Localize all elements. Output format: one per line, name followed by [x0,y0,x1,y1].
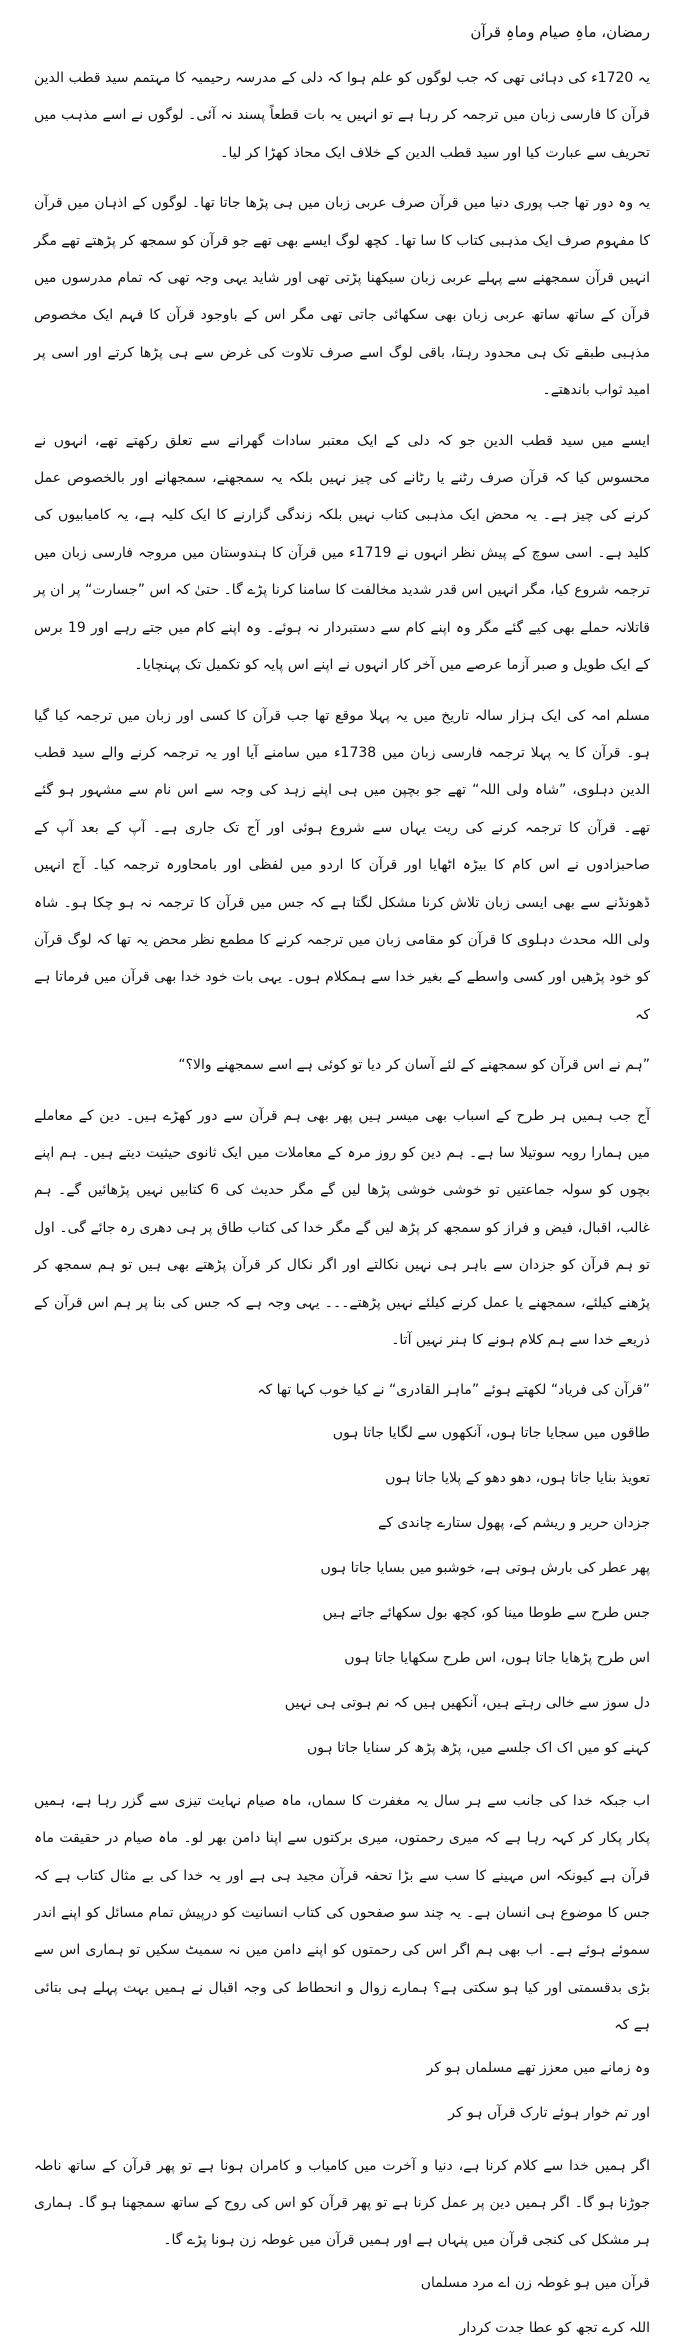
poem-line: کہنے کو میں اک اک جلسے میں، پڑھ پڑھ کر سنایا جاتا ہوں [306,1739,650,1756]
poem-closing [34,2273,650,2338]
poem-line: وہ زمانے میں معزز تھے مسلماں ہو کر [426,2059,650,2076]
paragraph: آج جب ہمیں ہر طرح کے اسباب بھی میسر ہیں پھر بھی ہم قرآن سے دور کھڑے ہیں۔ دین کے معاملے میں ہمارا رویہ سوتیلا سا ہے۔ ہم دین کو روز مرہ کے معاملات میں ایک ثانوی حیثیت دیتے ہیں۔ ہم اپنے بچوں کو سولہ جماعتیں تو خوشی خوشی پڑھا لیں گے مگر حدیث کی 6 کتابیں نہیں پڑھائیں گے۔ ہم غالب، اقبال، فیض و فراز کو سمجھ کر پڑھ لیں گے مگر خدا کی کتاب طاق پر ہی دھری رہ جائے گی۔ اول تو ہم قرآن کو جزدان سے باہر ہی نہیں نکالتے اور اگر نکال کر قرآن پڑھتے بھی ہیں تو ہم سمجھ کر پڑھنے کیلئے، سمجھنے یا عمل کرنے کیلئے نہیں پڑھتے۔۔۔ یہی وجہ ہے کہ جس کی بنا پر ہم اس قرآن کے ذریعے خدا سے ہم کلام ہونے کا ہنر نہیں آتا۔ [34,1107,650,1348]
poem-line: اور تم خوار ہوئے تارک قرآں ہو کر [448,2104,650,2121]
poem-line: اللہ کرے تجھ کو عطا جدت کردار [459,2319,650,2336]
paragraph: ایسے میں سید قطب الدین جو کہ دلی کے ایک معتبر سادات گھرانے سے تعلق رکھتے تھے، انہوں نے محسوس کیا کہ قرآن صرف رٹنے یا رٹانے کی چیز نہیں بلکہ یہ سمجھنے، سمجھانے اور بالخصوص عمل کرنے کی چیز ہے۔ یہ محض ایک مذہبی کتاب نہیں بلکہ زندگی گزارنے کا ایک کلیہ ہے، یہ کامیابیوں کی کلید ہے۔ اسی سوچ کے پیش نظر انہوں نے 1719ء میں قرآن کا ہندوستان میں مروجہ فارسی زبان میں ترجمہ شروع کیا، مگر انہیں اس قدر شدید مخالفت کا سامنا کرنا پڑے گا۔ حتیٰ کہ اس ”جسارت“ پر ان پر قاتلانہ حملے بھی کیے گئے مگر وہ اپنے کام سے دستبردار نہ ہوئے۔ وہ اپنے کام میں جتے رہے اور 19 برس کے ایک طویل و صبر آزما عرصے میں آخر کار انہوں نے اپنے اس پایہ کو تکمیل تک پہنچایا۔ [34,432,651,674]
poem-line: طاقوں میں سجایا جاتا ہوں، آنکھوں سے لگایا جاتا ہوں [332,1424,650,1441]
quranic-quote: ”ہم نے اس قرآن کو سمجھنے کے لئے آسان کر دیا تو کوئی ہے اسے سمجھنے والا؟“ [178,1057,650,1074]
article-title: رمضان، ماہِ صیام وماہِ قرآن [470,23,650,41]
poem-quran-ki-faryad [34,1423,650,1758]
poem-iqbal [34,2058,650,2123]
poem-intro: ”قرآن کی فریاد“ لکھتے ہوئے ”ماہر القادری“ نے کیا خوب کہا تھا کہ [257,1382,650,1399]
poem-line: جس طرح سے طوطا مینا کو، کچھ بول سکھائے جاتے ہیں [322,1604,650,1621]
poem-line: اس طرح پڑھایا جاتا ہوں، اس طرح سکھایا جاتا ہوں [344,1649,650,1666]
paragraph: یہ 1720ء کی دہائی تھی کہ جب لوگوں کو علم ہوا کہ دلی کے مدرسہ رحیمیہ کا مہتمم سید قطب الدین قرآن کا فارسی زبان میں ترجمہ کر رہا ہے تو انہیں یہ بات قطعاً پسند نہ آئی۔ لوگوں نے اسے مذہب میں تحریف سے عبارت کیا اور سید قطب الدین کے خلاف ایک محاذ کھڑا کر لیا۔ [34,70,650,161]
paragraph: اب جبکہ خدا کی جانب سے ہر سال یہ مغفرت کا سماں، ماہ صیام نہایت تیزی سے گزر رہا ہے، ہمیں پکار پکار کر کہہ رہا ہے کہ میری رحمتوں، میری برکتوں سے اپنا دامن بھر لو۔ ماہ صیام در حقیقت ماہ قرآن ہے کیونکہ اس مہینے کا سب سے بڑا تحفہ قرآن مجید ہی ہے اور یہ خدا کی بے مثال کتاب ہے کہ جس کا موضوع ہی انسان ہے۔ یہ چند سو صفحوں کی کتاب انسانیت کو درپیش تمام مسائل کو اپنے اندر سموئے ہوئے ہے۔ اب بھی ہم اگر اس کی رحمتوں کو اپنے دامن میں نہ سمیٹ سکیں تو ہماری اس سے بڑی بدقسمتی اور کیا ہو سکتی ہے؟ ہمارے زوال و انحطاط کی وجہ اقبال نے ہمیں بہت پہلے ہی بتائی ہے کہ [34,1792,650,2034]
paragraph: مسلم امہ کی ایک ہزار سالہ تاریخ میں یہ پہلا موقع تھا جب قرآن کا کسی اور زبان میں ترجمہ کیا گیا ہو۔ قرآن کا یہ پہلا ترجمہ فارسی زبان میں 1738ء میں سامنے آیا اور یہ ترجمہ کرنے والے سید قطب الدین دہلوی، ”شاہ ولی اللہ“ تھے جو بچپن میں ہی اپنے زہد کی وجہ سے اس نام سے مشہور ہو گئے تھے۔ قرآن کا ترجمہ کرنے کی ریت یہاں سے شروع ہوئی اور آج تک جاری ہے۔ آپ کے بعد آپ کے صاحبزادوں نے اس کام کا بیڑہ اٹھایا اور قرآن کا اردو میں لفظی اور بامحاورہ ترجمہ کیا۔ آج انہیں ڈھونڈنے سے بھی ایسی زبان تلاش کرنا مشکل لگتا ہے کہ جس میں قرآن کا ترجمہ نہ ہو چکا ہو۔ شاہ ولی اللہ محدث دہلوی کا قرآن کو مقامی زبان میں ترجمہ کرنے کا مطمع نظر محض یہ تھا کہ لوگ قرآن کو خود پڑھیں اور کسی واسطے کے بغیر خدا سے ہمکلام ہوں۔ یہی بات خود خدا بھی قرآن میں فرماتا ہے کہ [34,707,650,1023]
poem-line: تعویذ بنایا جاتا ہوں، دھو دھو کے پلایا جاتا ہوں [385,1469,650,1486]
paragraph: یہ وہ دور تھا جب پوری دنیا میں قرآن صرف عربی زبان میں ہی پڑھا جاتا تھا۔ لوگوں کے اذہان میں قرآن کا مفہوم صرف ایک مذہبی کتاب کا سا تھا۔ کچھ لوگ ایسے بھی تھے جو قرآن کو سمجھ کر پڑھتے تھے مگر انہیں قرآن سمجھنے سے پہلے عربی زبان سیکھنا پڑتی تھی اور شاید یہی وجہ تھی کہ تمام مدرسوں میں قرآن کے ساتھ ساتھ عربی زبان بھی سکھائی جاتی تھی مگر اس کے باوجود قرآن کا فہم ایک مخصوص مذہبی طبقے تک ہی محدود رہتا، باقی لوگ اسے صرف تلاوت کی غرض سے ہی پڑھا کرتے اور اسی پر امید ثواب باندھتے۔ [34,195,650,399]
poem-line: جزدان حریر و ریشم کے، پھول ستارے چاندی کے [378,1514,650,1531]
paragraph: اگر ہمیں خدا سے کلام کرنا ہے، دنیا و آخرت میں کامیاب و کامران ہونا ہے تو پھر قرآن کے ساتھ ناطہ جوڑنا ہو گا۔ اگر ہمیں دین پر عمل کرنا ہے تو پھر قرآن کو اس کی روح کے ساتھ سمجھنا ہو گا۔ ہماری ہر مشکل کی کنجی قرآن میں پنہاں ہے اور ہمیں قرآن میں غوطہ زن ہونا پڑے گا۔ [34,2157,650,2249]
poem-line: قرآن میں ہو غوطہ زن اے مرد مسلماں [420,2274,650,2291]
poem-line: دل سوز سے خالی رہتے ہیں، آنکھیں ہیں کہ نم ہوتی ہی نہیں [284,1694,650,1711]
poem-line: پھر عطر کی بارش ہوتی ہے، خوشبو میں بسایا جاتا ہوں [320,1559,650,1576]
